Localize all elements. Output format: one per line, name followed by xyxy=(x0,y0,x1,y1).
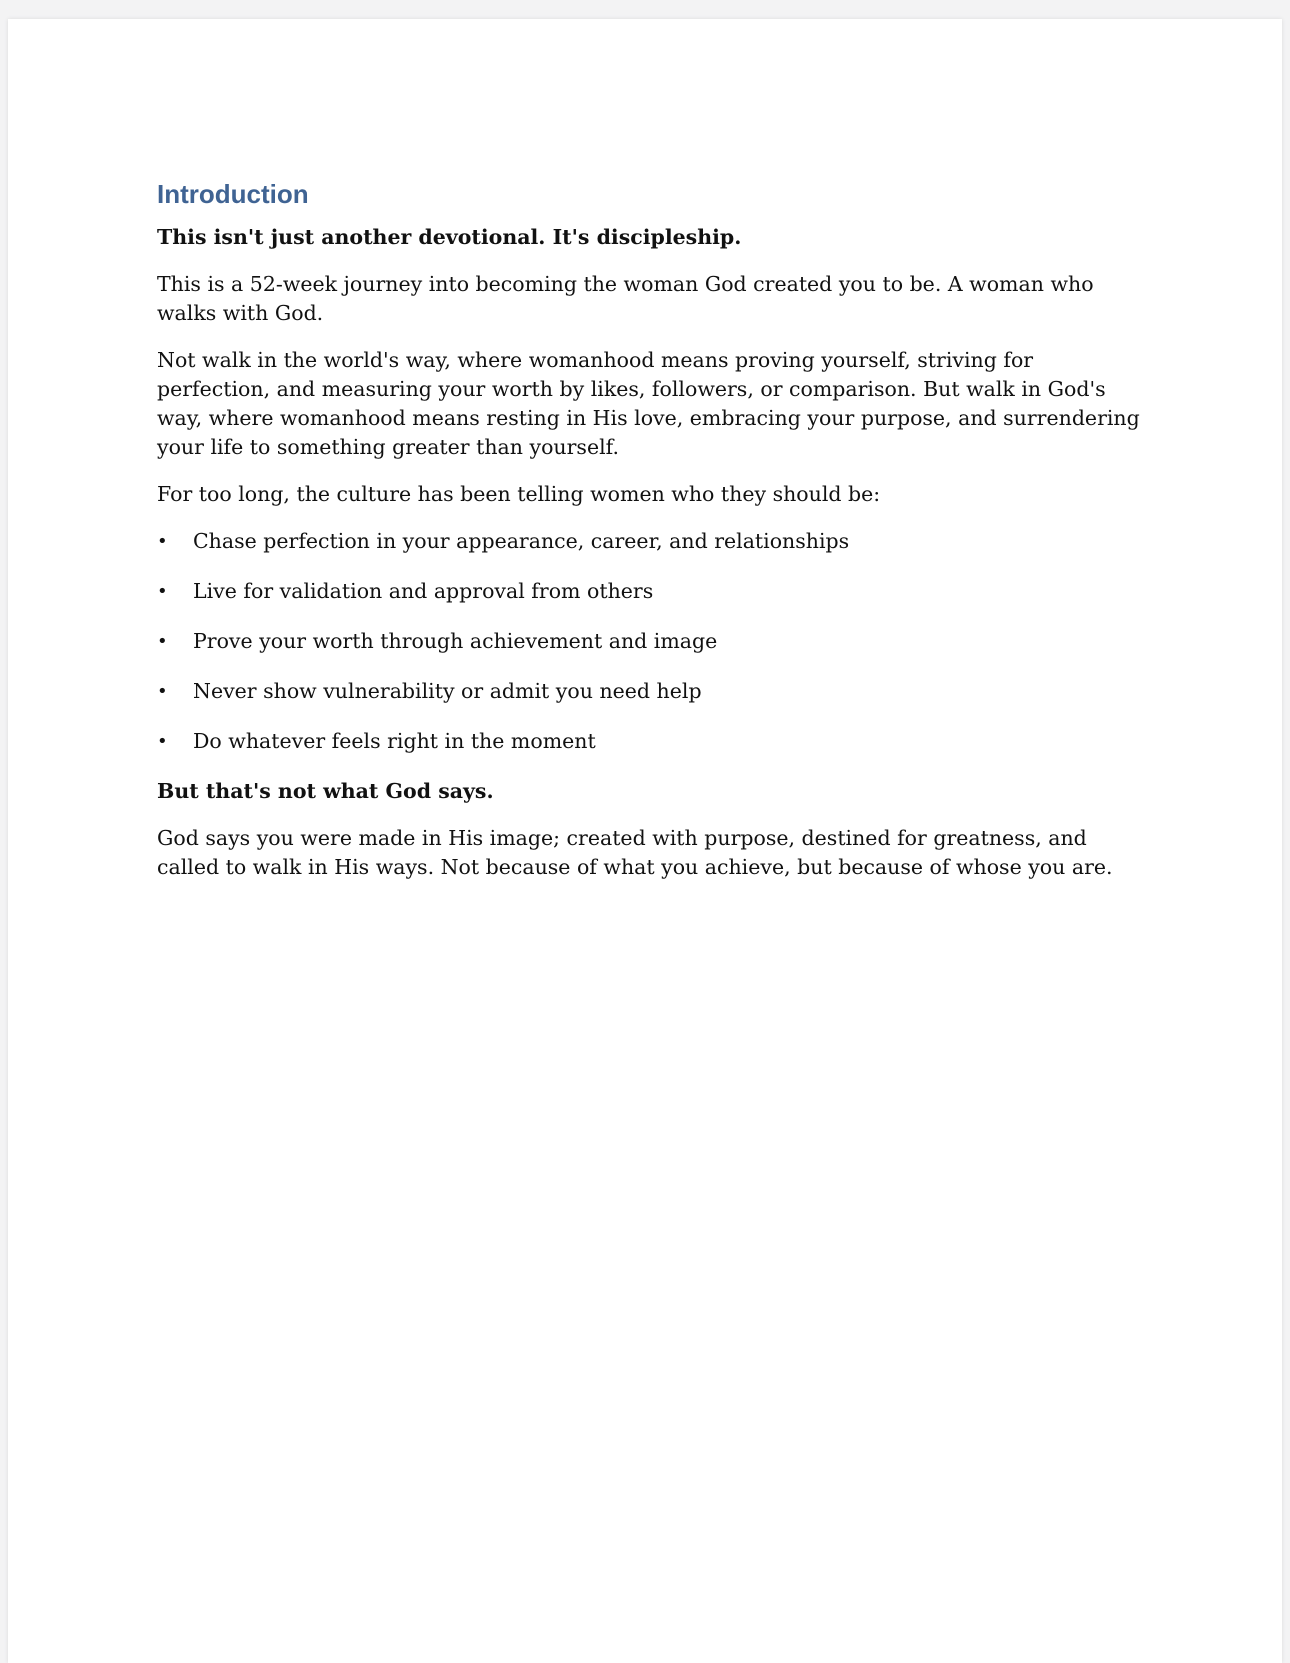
list-item-text: Live for validation and approval from others xyxy=(193,579,654,603)
subtitle: This isn't just another devotional. It's discipleship. xyxy=(157,225,742,249)
bullet-icon: • xyxy=(157,531,168,552)
document-body xyxy=(157,179,1142,900)
culture-list xyxy=(157,527,1142,756)
list-item xyxy=(157,527,1142,556)
paragraph-world-vs-god: Not walk in the world's way, where womanhood means proving yourself, striving for perfection, and measuring your worth by likes, followers, or comparison. But walk in God's way, where womanhood means resting in His love, embracing your purpose, and surrendering your life to something greater than yourself. xyxy=(157,348,1140,459)
list-item-text: Prove your worth through achievement and image xyxy=(193,629,718,653)
list-item xyxy=(157,677,1142,706)
list-item-text: Never show vulnerability or admit you need help xyxy=(193,679,702,703)
bullet-icon: • xyxy=(157,731,168,752)
list-item xyxy=(157,627,1142,656)
paragraph-god-says: God says you were made in His image; created with purpose, destined for greatness, and called to walk in His ways. Not because of what you achieve, but because of whose you are. xyxy=(157,826,1113,879)
document-page xyxy=(8,19,1282,1663)
emphasis-statement: But that's not what God says. xyxy=(157,779,494,803)
list-item-text: Do whatever feels right in the moment xyxy=(193,729,596,753)
bullet-icon: • xyxy=(157,681,168,702)
section-heading: Introduction xyxy=(157,179,309,209)
paragraph-culture: For too long, the culture has been telling women who they should be: xyxy=(157,482,881,506)
bullet-icon: • xyxy=(157,631,168,652)
paragraph-intro: This is a 52-week journey into becoming the woman God created you to be. A woman who walks with God. xyxy=(157,272,1094,325)
list-item xyxy=(157,577,1142,606)
bullet-icon: • xyxy=(157,581,168,602)
list-item xyxy=(157,727,1142,756)
list-item-text: Chase perfection in your appearance, career, and relationships xyxy=(193,529,850,553)
